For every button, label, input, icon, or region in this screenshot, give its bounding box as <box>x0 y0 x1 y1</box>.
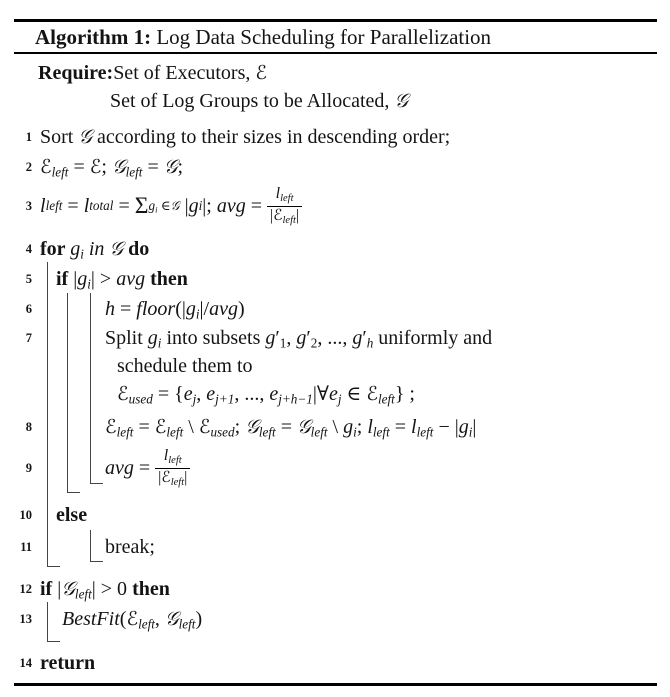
algo-line-4: for $g_i$ in 𝒢 do <box>40 237 150 262</box>
algo-line-11: break; <box>105 536 155 558</box>
line-number-6: 6 <box>25 302 32 316</box>
line-number-7: 7 <box>25 331 32 345</box>
algorithm-label: Algorithm 1: <box>35 25 152 49</box>
bottom-rule <box>14 683 657 686</box>
algo-line-14: return <box>40 652 96 674</box>
line-number-12: 12 <box>19 582 32 596</box>
block-rule-5 <box>47 602 60 642</box>
line-number-3: 3 <box>25 199 32 213</box>
line-number-9: 9 <box>25 461 32 475</box>
algo-require-2: Set of Log Groups to be Allocated, 𝒢 <box>110 89 409 112</box>
line-number-5: 5 <box>25 272 32 286</box>
algo-line-5: if $|g_i|$ > avg then <box>56 268 188 292</box>
algo-require-1: Require:Set of Executors, ℰ <box>38 61 267 84</box>
algorithm-caption <box>35 26 491 48</box>
line-number-10: 10 <box>19 508 32 522</box>
block-rule-2 <box>67 293 80 493</box>
algo-line-7-cont-2: ℰ$_{used}$ = {$e_j$, $e_{j+1}$, ..., $e_{j+h-1}|\forall e_j$ ∈ ℰ$_{left}$} ; <box>117 382 415 407</box>
fraction: $\frac{l_{left}}{|ℰ_{left}|}$ <box>155 447 190 489</box>
algo-line-1: Sort 𝒢 according to their sizes in descending order; <box>40 125 451 148</box>
line-number-14: 14 <box>19 656 32 670</box>
header-rule <box>14 52 657 54</box>
algo-line-7-cont-1: schedule them to <box>117 355 253 377</box>
block-rule-1 <box>47 262 60 567</box>
algo-line-6: $h = floor(|g_i|/avg)$ <box>105 298 245 322</box>
algo-line-8: ℰ$_{left}$ = ℰ$_{left}$ \ ℰ$_{used}$; 𝒢$_{left}$ = 𝒢$_{left}$ \ $g_i$; $l_{left} = l_{left} - |g_i|$ <box>105 415 477 440</box>
algo-line-13: BestFit(ℰ$_{left}$, 𝒢$_{left}$) <box>62 607 203 632</box>
line-number-11: 11 <box>20 540 32 554</box>
algo-line-7: Split $g_i$ into subsets g′1, g′2, ..., $g'_h$ uniformly and <box>105 327 493 351</box>
line-number-2: 2 <box>25 160 32 174</box>
line-number-8: 8 <box>25 420 32 434</box>
algo-line-3: l left = l total = Σ $g_i$ ∈𝒢 | g i |; avg = $\frac{l_{left}}{|ℰ_{left}|}$ <box>40 182 302 230</box>
fraction: $\frac{l_{left}}{|ℰ_{left}|}$ <box>267 185 302 227</box>
algo-line-2: ℰ$_{left}$ = ℰ; 𝒢$_{left}$ = 𝒢; <box>40 155 183 180</box>
line-number-13: 13 <box>19 612 32 626</box>
block-rule-3 <box>90 293 103 484</box>
algo-line-10: else <box>56 504 88 526</box>
line-number-1: 1 <box>25 130 32 144</box>
algorithm-title-text: Log Data Scheduling for Parallelization <box>151 25 492 49</box>
top-rule <box>14 19 657 22</box>
block-rule-4 <box>90 530 103 562</box>
algo-line-12: if |𝒢$_{left}$| > 0 then <box>40 577 170 602</box>
algo-line-9: avg = $\frac{l_{left}}{|ℰ_{left}|}$ <box>105 443 190 493</box>
line-number-4: 4 <box>25 242 32 256</box>
